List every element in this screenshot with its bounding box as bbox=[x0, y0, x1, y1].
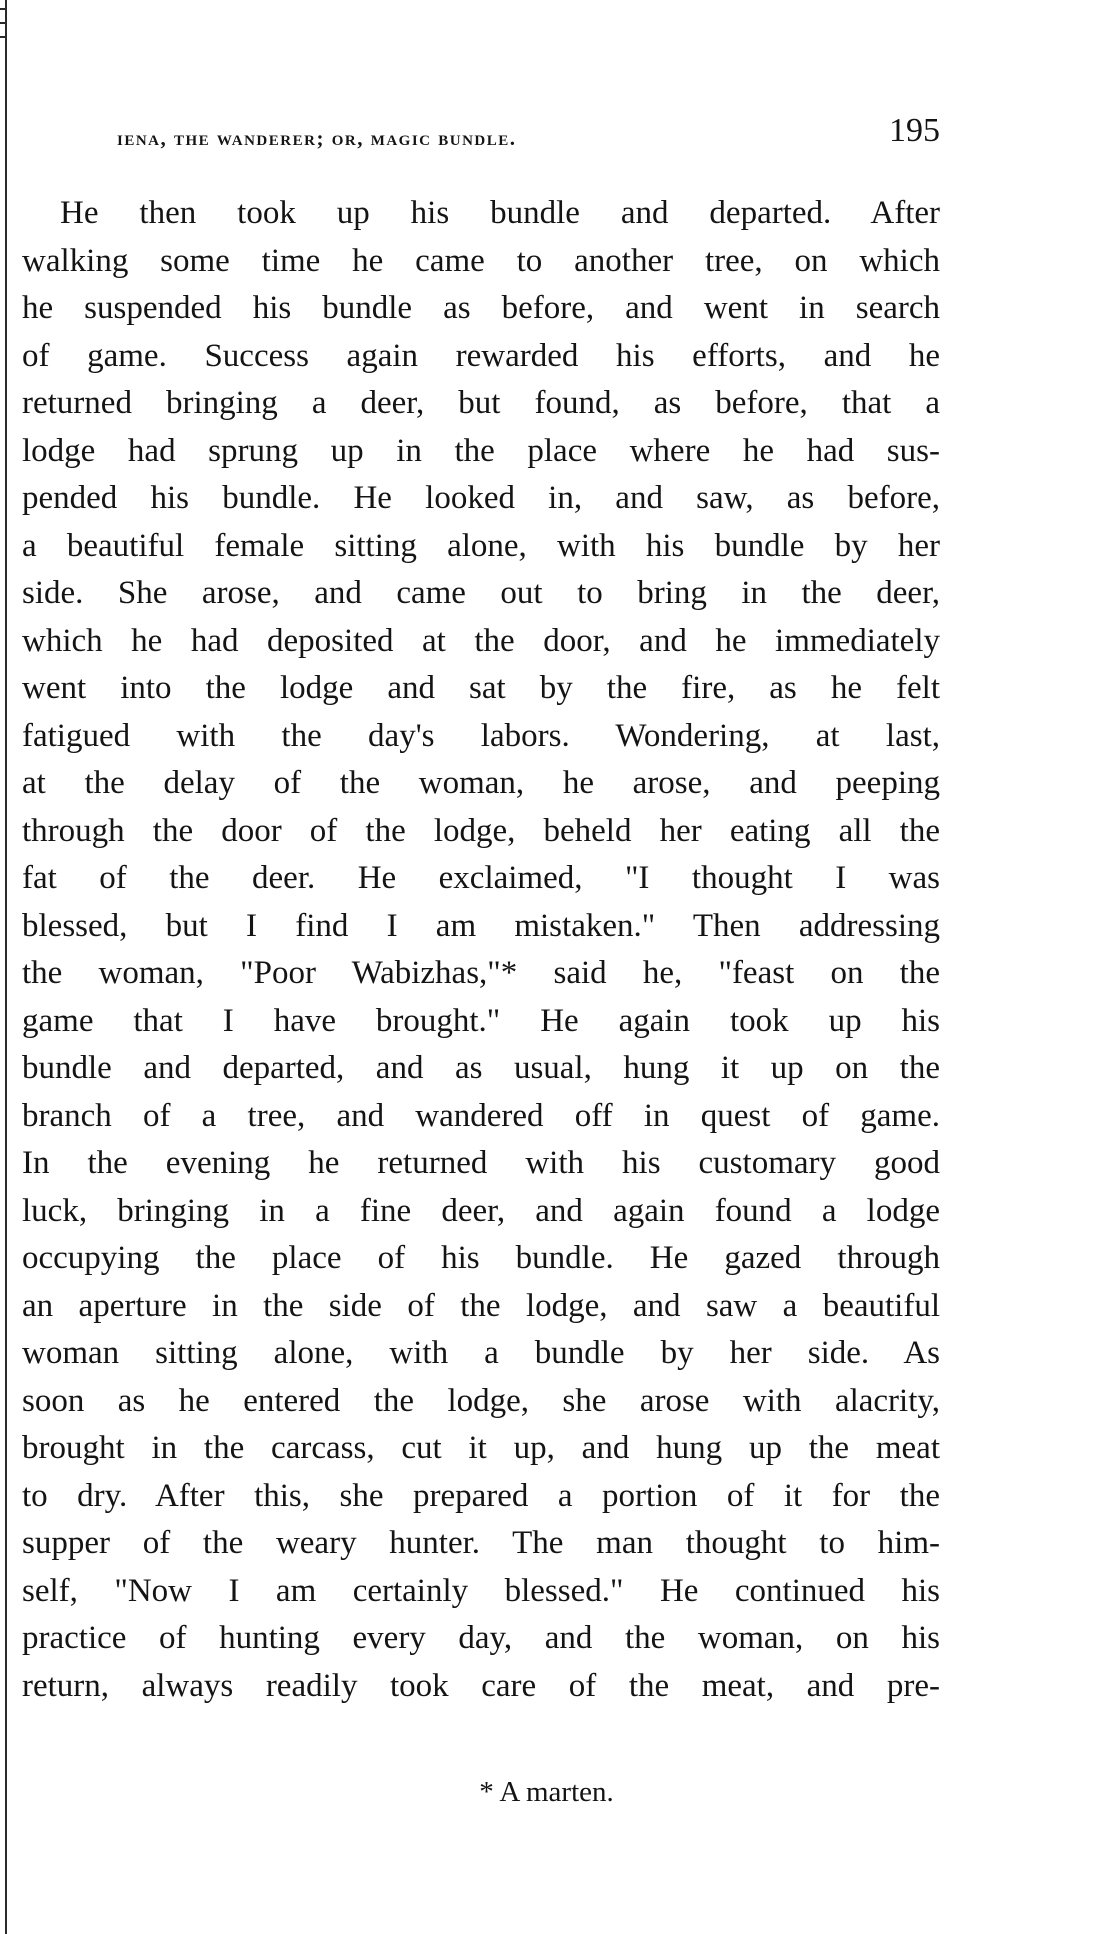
body-text bbox=[22, 190, 940, 1710]
text-line: return, always readily took care of the meat, and pre- bbox=[22, 1667, 940, 1704]
text-line: occupying the place of his bundle. He gazed through bbox=[22, 1240, 940, 1276]
text-line: soon as he entered the lodge, she arose with alacrity, bbox=[22, 1382, 940, 1419]
gutter-mark bbox=[0, 8, 5, 10]
running-title: iena, the wanderer; or, magic bundle. bbox=[117, 126, 517, 150]
text-line: brought in the carcass, cut it up, and hung up the meat bbox=[22, 1430, 940, 1466]
text-line: a beautiful female sitting alone, with his bundle by her bbox=[22, 527, 940, 564]
text-line: at the delay of the woman, he arose, and peeping bbox=[22, 765, 940, 801]
text-line: an aperture in the side of the lodge, and saw a beautiful bbox=[22, 1287, 940, 1324]
text-line: woman sitting alone, with a bundle by her side. As bbox=[22, 1335, 940, 1371]
text-line: fat of the deer. He exclaimed, "I thought I was bbox=[22, 860, 940, 896]
text-line: game that I have brought." He again took up his bbox=[22, 1002, 940, 1039]
page-number: 195 bbox=[889, 112, 940, 149]
text-line: self, "Now I am certainly blessed." He continued his bbox=[22, 1572, 940, 1609]
text-line: side. She arose, and came out to bring in the deer, bbox=[22, 575, 940, 611]
text-line: the woman, "Poor Wabizhas,"* said he, "feast on the bbox=[22, 955, 940, 991]
text-line: returned bringing a deer, but found, as before, that a bbox=[22, 385, 940, 421]
page-gutter-rule bbox=[5, 0, 7, 1934]
text-line: branch of a tree, and wandered off in quest of game. bbox=[22, 1097, 940, 1134]
text-line: he suspended his bundle as before, and went in search bbox=[22, 290, 940, 326]
text-line: fatigued with the day's labors. Wondering, at last, bbox=[22, 717, 940, 754]
text-line: practice of hunting every day, and the woman, on his bbox=[22, 1620, 940, 1656]
text-line: He then took up his bundle and departed. After bbox=[60, 195, 940, 231]
text-line: of game. Success again rewarded his efforts, and he bbox=[22, 337, 940, 374]
text-line: went into the lodge and sat by the fire, as he felt bbox=[22, 670, 940, 706]
text-line: luck, bringing in a fine deer, and again found a lodge bbox=[22, 1192, 940, 1229]
text-line: to dry. After this, she prepared a portion of it for the bbox=[22, 1477, 940, 1514]
running-head bbox=[22, 112, 940, 156]
text-line: lodge had sprung up in the place where he had sus- bbox=[22, 432, 940, 469]
footnote: * A marten. bbox=[479, 1776, 614, 1808]
text-line: pended his bundle. He looked in, and saw, as before, bbox=[22, 480, 940, 516]
text-line: which he had deposited at the door, and he immediately bbox=[22, 622, 940, 659]
gutter-mark bbox=[0, 22, 5, 24]
text-line: In the evening he returned with his customary good bbox=[22, 1145, 940, 1181]
text-line: supper of the weary hunter. The man thought to him- bbox=[22, 1525, 940, 1561]
text-line: blessed, but I find I am mistaken." Then addressing bbox=[22, 907, 940, 944]
text-line: through the door of the lodge, beheld her eating all the bbox=[22, 812, 940, 849]
text-line: bundle and departed, and as usual, hung it up on the bbox=[22, 1050, 940, 1086]
gutter-mark bbox=[0, 36, 5, 38]
text-line: walking some time he came to another tree, on which bbox=[22, 242, 940, 279]
